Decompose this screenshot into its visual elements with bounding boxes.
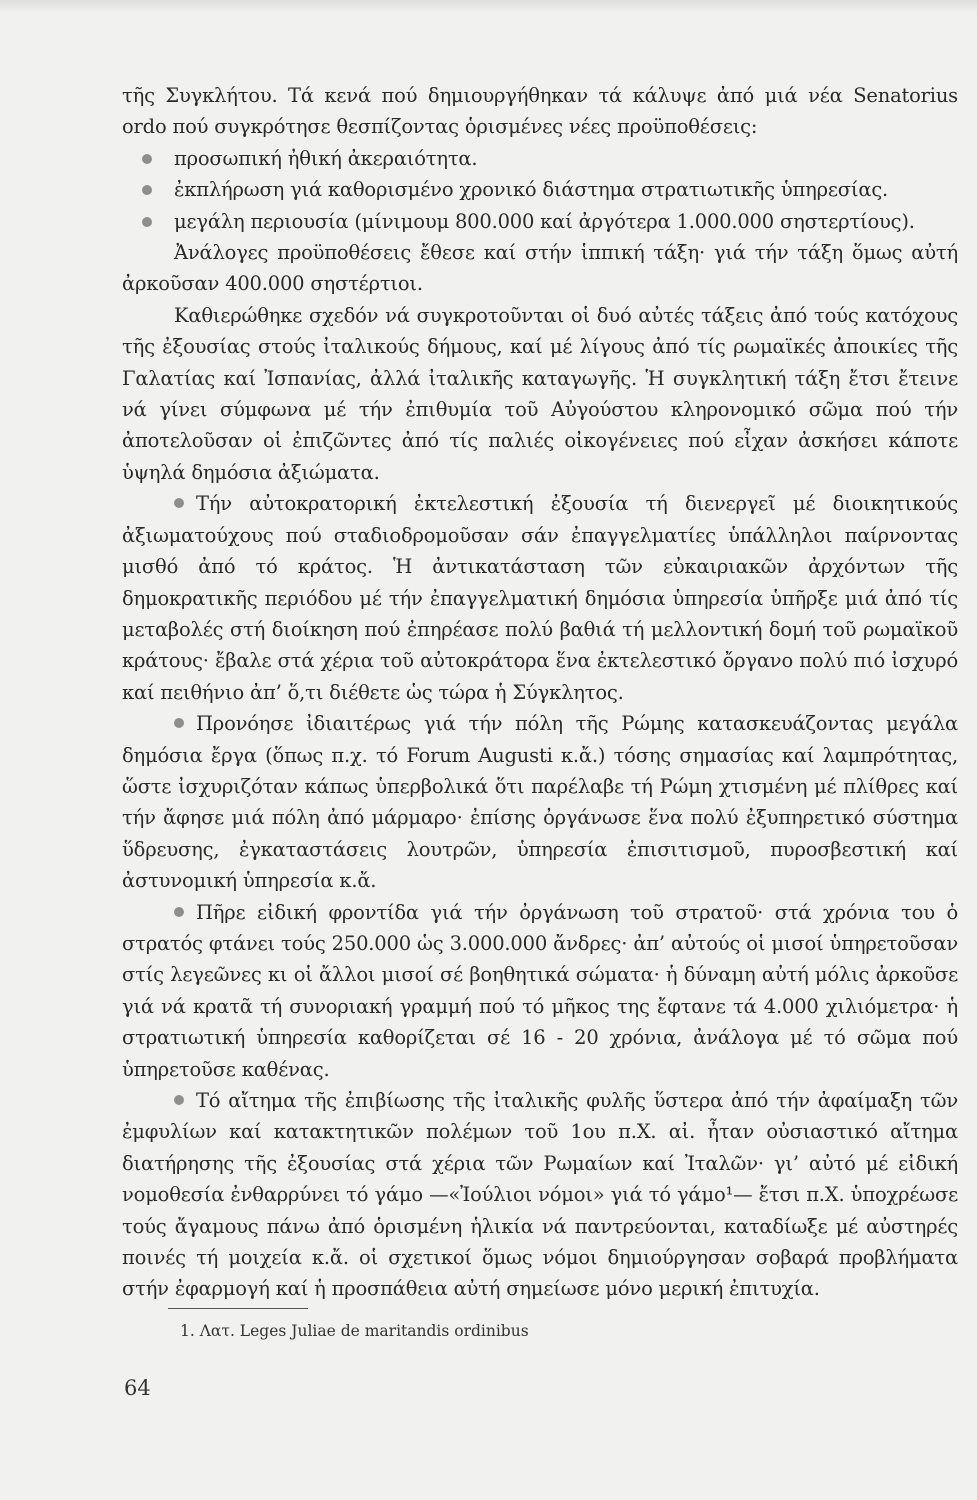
bullet-dot-icon: [174, 907, 184, 917]
bullet-dot-icon: [174, 498, 184, 508]
bullet-dot-icon: [142, 217, 152, 227]
bullet-item-1: [122, 143, 958, 174]
paragraph-6-text: Πῆρε εἰδική φροντίδα γιά τήν ὀργάνωση τοῦ στρατοῦ· στά χρόνια του ὁ στρατός φτάνει τούς 250.000 ὡς 3.000.000 ἄνδρες· ἀπ’ αὐτούς οἱ μισοί ὑπηρετοῦσαν στίς λεγεῶνες κι οἱ ἄλλοι μισοί σέ βοηθητικά σώματα· ἡ δύναμη αὐτή μόλις ἀρκοῦσε γιά νά κρατᾶ τή συνοριακή γραμμή πού τό μῆκος της ἔφτανε τά 4.000 χιλιόμετρα· ἡ στρατιωτική ὑπηρεσία καθορίζεται σέ 16 - 20 χρόνια, ἀνάλογα μέ τό σῶμα πού ὑπηρετοῦσε καθένας.: [122, 900, 958, 1081]
bullet-item-3: [122, 206, 958, 237]
body-text: [122, 80, 958, 1305]
bullet-text: μεγάλη περιουσία (μίνιμουμ 800.000 καί ἀργότερα 1.000.000 σηστερτίους).: [174, 209, 915, 233]
paragraph-1: τῆς Συγκλήτου. Τά κενά πού δημιουργήθηκαν τά κάλυψε ἀπό μιά νέα Senatorius ordo πού συγκρότησε θεσπίζοντας ὁρισμένες νέες προϋποθέσεις:: [122, 84, 958, 139]
paragraph-5: [122, 708, 958, 896]
paragraph-2: Ἀνάλογες προϋποθέσεις ἔθεσε καί στήν ἱππική τάξη· γιά τήν τάξη ὅμως αὐτή ἀρκοῦσαν 400.000 σηστέρτιοι.: [122, 241, 958, 296]
footnote-divider: [168, 1308, 308, 1309]
bullet-dot-icon: [142, 185, 152, 195]
bullet-item-2: [122, 174, 958, 205]
paragraph-7: [122, 1085, 958, 1305]
bullet-dot-icon: [174, 1095, 184, 1105]
bullet-text: ἐκπλήρωση γιά καθορισμένο χρονικό διάστημα στρατιωτικῆς ὑπηρεσίας.: [174, 178, 889, 202]
paragraph-5-text: Προνόησε ἰδιαιτέρως γιά τήν πόλη τῆς Ρώμης κατασκευάζοντας μεγάλα δημόσια ἔργα (ὅπως π.χ. τό Forum Augusti κ.ἄ.) τόσης σημασίας καί λαμπρότητας, ὥστε ἰσχυριζόταν κάπως ὑπερβολικά ὅτι παρέλαβε τή Ρώμη χτισμένη μέ πλίθρες καί τήν ἄφησε μιά πόλη ἀπό μάρμαρο· ἐπίσης ὀργάνωσε ἕνα πολύ ἐξυπηρετικό σύστημα ὕδρευσης, ἐγκαταστάσεις λουτρῶν, ὑπηρεσία ἐπισιτισμοῦ, πυροσβεστική καί ἀστυνομική ὑπηρεσία κ.ἄ.: [122, 712, 958, 893]
paragraph-7-text: Τό αἴτημα τῆς ἐπιβίωσης τῆς ἰταλικῆς φυλῆς ὕστερα ἀπό τήν ἀφαίμαξη τῶν ἐμφυλίων καί κατακτητικῶν πολέμων τοῦ 1ου π.Χ. αἰ. ἦταν οὐσιαστικό αἴτημα διατήρησης τῆς ἐξουσίας στά χέρια τῶν Ρωμαίων καί Ἰταλῶν· γι’ αὐτό μέ εἰδική νομοθεσία ἐνθαρρύνει τό γάμο —«Ἰούλιοι νόμοι» γιά τό γάμο¹— ἔτσι π.Χ. ὑποχρέωσε τούς ἄγαμους πάνω ἀπό ὁρισμένη ἡλικία νά παντρεύονται, καταδίωξε μέ αὐστηρές ποινές τή μοιχεία κ.ἄ. οἱ σχετικοί ὅμως νόμοι δημιούργησαν σοβαρά προβλήματα στήν ἐφαρμογή καί ἡ προσπάθεια αὐτή σημείωσε μόνο μερική ἐπιτυχία.: [122, 1089, 958, 1301]
paragraph-4-text: Τήν αὐτοκρατορική ἐκτελεστική ἐξουσία τή διενεργεῖ μέ διοικητικούς ἀξιωματούχους πού σταδιοδρομοῦσαν σάν ἐπαγγελματίες ὑπάλληλοι παίρνοντας μισθό ἀπό τό κράτος. Ἡ ἀντικατάσταση τῶν εὐκαιριακῶν ἀρχόντων τῆς δημοκρατικῆς περιόδου μέ τήν ἐπαγγελματική δημόσια ὑπηρεσία ὑπῆρξε μιά ἀπό τίς μεταβολές στή διοίκηση πού ἐπηρέασε πολύ βαθιά τή μελλοντική δομή τοῦ ρωμαϊκοῦ κράτους· ἔβαλε στά χέρια τοῦ αὐτοκράτορα ἕνα ἐκτελεστικό ὄργανο πολύ πιό ἰσχυρό καί πειθήνιο ἀπ’ ὅ,τι διέθετε ὡς τώρα ἡ Σύγκλητος.: [122, 492, 958, 704]
bullet-dot-icon: [174, 718, 184, 728]
footnote: 1. Λατ. Leges Juliae de maritandis ordinibus: [180, 1322, 529, 1340]
bullet-text: προσωπική ἠθική ἀκεραιότητα.: [174, 146, 478, 170]
paragraph-4: [122, 488, 958, 708]
scan-edge: [0, 0, 977, 14]
paragraph-6: [122, 897, 958, 1085]
page-number: 64: [124, 1376, 151, 1400]
paragraph-3: Καθιερώθηκε σχεδόν νά συγκροτοῦνται οἱ δυό αὐτές τάξεις ἀπό τούς κατόχους τῆς ἐξουσίας στούς ἰταλικούς δήμους, καί μέ λίγους ἀπό τίς ρωμαϊκές ἀποικίες τῆς Γαλατίας καί Ἰσπανίας, ἀλλά ἰταλικῆς καταγωγῆς. Ἡ συγκλητική τάξη ἔτσι ἔτεινε νά γίνει σύμφωνα μέ τήν ἐπιθυμία τοῦ Αὐγούστου κληρονομικό σῶμα πού τήν ἀποτελοῦσαν οἱ ἐπιζῶντες ἀπό τίς παλιές οἰκογένειες πού εἶχαν ἀσκήσει κάποτε ὑψηλά δημόσια ἀξιώματα.: [122, 303, 958, 484]
bullet-dot-icon: [142, 154, 152, 164]
